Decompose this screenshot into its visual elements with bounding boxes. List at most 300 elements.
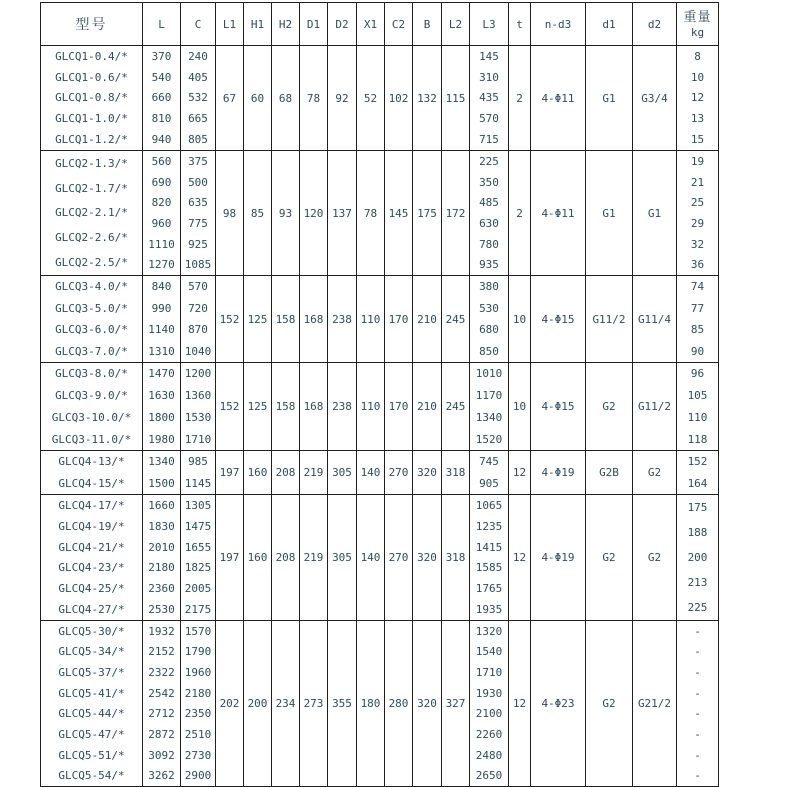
L-value: 2872 bbox=[148, 727, 175, 741]
H2-shared-value: 158 bbox=[272, 363, 300, 451]
B-shared-value: 320 bbox=[413, 451, 442, 495]
D2-shared-value: 305 bbox=[328, 451, 357, 495]
weight-cell bbox=[677, 363, 719, 451]
H1-shared-value: 125 bbox=[244, 276, 272, 363]
B-shared-value: 210 bbox=[413, 276, 442, 363]
H1-shared-value: 160 bbox=[244, 495, 272, 621]
B-shared-value: 320 bbox=[413, 495, 442, 621]
weight-cell bbox=[677, 495, 719, 621]
weight-value: - bbox=[694, 686, 701, 700]
weight-value: 21 bbox=[690, 175, 705, 189]
C-value: 2900 bbox=[184, 769, 212, 783]
model-cell bbox=[41, 276, 143, 363]
L3-cell bbox=[470, 151, 509, 276]
L3-value: 630 bbox=[479, 216, 499, 230]
H2-shared-value: 93 bbox=[272, 151, 300, 276]
L2-shared-value: 318 bbox=[442, 495, 470, 621]
column-header-D2: D2 bbox=[328, 3, 357, 46]
model-value: GLCQ3-7.0/* bbox=[55, 344, 128, 358]
d2-shared-value: G11/4 bbox=[633, 276, 677, 363]
column-header-weight bbox=[677, 3, 719, 46]
L-value: 1932 bbox=[148, 624, 175, 638]
column-header-model: 型号 bbox=[41, 3, 143, 46]
column-header-t: t bbox=[509, 3, 531, 46]
L-cell bbox=[143, 151, 181, 276]
D1-shared-value: 273 bbox=[300, 621, 328, 787]
weight-value: 225 bbox=[687, 601, 708, 614]
weight-cell bbox=[677, 451, 719, 495]
C-value: 500 bbox=[188, 175, 208, 189]
D2-shared-value: 305 bbox=[328, 495, 357, 621]
d2-shared-value: G21/2 bbox=[633, 621, 677, 787]
model-value: GLCQ4-23/* bbox=[58, 561, 125, 575]
H2-shared-value: 234 bbox=[272, 621, 300, 787]
weight-value: 96 bbox=[690, 367, 705, 381]
L3-value: 1170 bbox=[475, 389, 503, 403]
L-value: 1660 bbox=[148, 498, 175, 512]
L3-value: 1930 bbox=[475, 686, 503, 700]
model-value: GLCQ2-2.1/* bbox=[55, 206, 128, 220]
C-value: 805 bbox=[188, 133, 208, 147]
L3-value: 1415 bbox=[475, 540, 503, 554]
L1-shared-value: 98 bbox=[216, 151, 244, 276]
C2-shared-value: 145 bbox=[385, 151, 413, 276]
column-header-X1: X1 bbox=[357, 3, 385, 46]
L-value: 2542 bbox=[148, 686, 175, 700]
model-value: GLCQ5-44/* bbox=[58, 707, 125, 721]
L1-shared-value: 202 bbox=[216, 621, 244, 787]
weight-value: 19 bbox=[690, 154, 705, 168]
group-row-3 bbox=[41, 276, 719, 363]
model-value: GLCQ4-25/* bbox=[58, 582, 125, 596]
L-value: 990 bbox=[151, 301, 172, 315]
d2-shared-value: G2 bbox=[633, 495, 677, 621]
weight-cell bbox=[677, 276, 719, 363]
H2-shared-value: 208 bbox=[272, 451, 300, 495]
L-value: 1270 bbox=[148, 258, 175, 272]
L3-value: 485 bbox=[479, 196, 499, 210]
X1-shared-value: 78 bbox=[357, 151, 385, 276]
L-value: 1980 bbox=[148, 432, 175, 446]
model-value: GLCQ5-47/* bbox=[58, 727, 125, 741]
L3-value: 935 bbox=[479, 258, 499, 272]
C-value: 532 bbox=[188, 91, 208, 105]
C-value: 2350 bbox=[184, 707, 212, 721]
C-value: 1475 bbox=[184, 519, 212, 533]
C-value: 2510 bbox=[184, 727, 212, 741]
L-cell bbox=[143, 276, 181, 363]
weight-value: 15 bbox=[690, 133, 705, 147]
weight-cell bbox=[677, 151, 719, 276]
weight-value: 74 bbox=[690, 280, 705, 294]
B-shared-value: 132 bbox=[413, 46, 442, 151]
model-value: GLCQ1-1.0/* bbox=[55, 112, 128, 126]
t-shared-value: 2 bbox=[509, 151, 531, 276]
L3-value: 2100 bbox=[475, 707, 503, 721]
model-value: GLCQ1-0.6/* bbox=[55, 70, 128, 84]
model-value: GLCQ1-0.8/* bbox=[55, 91, 128, 105]
C-value: 570 bbox=[188, 280, 208, 294]
column-header-L: L bbox=[143, 3, 181, 46]
L-value: 1340 bbox=[148, 455, 175, 469]
L3-value: 310 bbox=[479, 70, 499, 84]
L3-value: 1710 bbox=[475, 666, 503, 680]
H1-shared-value: 160 bbox=[244, 451, 272, 495]
D1-shared-value: 168 bbox=[300, 363, 328, 451]
column-header-L2: L2 bbox=[442, 3, 470, 46]
X1-shared-value: 140 bbox=[357, 451, 385, 495]
C-cell bbox=[181, 451, 216, 495]
L3-value: 1320 bbox=[475, 624, 503, 638]
C-value: 1570 bbox=[184, 624, 212, 638]
header-row bbox=[41, 3, 719, 46]
D1-shared-value: 120 bbox=[300, 151, 328, 276]
H2-shared-value: 158 bbox=[272, 276, 300, 363]
model-value: GLCQ3-8.0/* bbox=[55, 367, 128, 381]
B-shared-value: 210 bbox=[413, 363, 442, 451]
L3-cell bbox=[470, 276, 509, 363]
model-value: GLCQ5-51/* bbox=[58, 748, 125, 762]
model-value: GLCQ3-10.0/* bbox=[51, 410, 132, 424]
C-value: 2175 bbox=[184, 603, 212, 617]
weight-value: 25 bbox=[690, 196, 705, 210]
C-value: 1305 bbox=[184, 498, 212, 512]
n-d3-shared-value: 4-Φ19 bbox=[531, 451, 586, 495]
model-cell bbox=[41, 495, 143, 621]
L3-value: 1235 bbox=[475, 519, 503, 533]
weight-value: 110 bbox=[687, 410, 708, 424]
d1-shared-value: G1 bbox=[586, 151, 633, 276]
t-shared-value: 10 bbox=[509, 363, 531, 451]
d2-shared-value: G3/4 bbox=[633, 46, 677, 151]
C-value: 1360 bbox=[184, 389, 212, 403]
L1-shared-value: 152 bbox=[216, 276, 244, 363]
weight-value: 32 bbox=[690, 237, 705, 251]
L2-shared-value: 327 bbox=[442, 621, 470, 787]
L-value: 840 bbox=[151, 280, 172, 294]
C-value: 375 bbox=[188, 154, 208, 168]
d2-shared-value: G1 bbox=[633, 151, 677, 276]
C-value: 2730 bbox=[184, 748, 212, 762]
C-cell bbox=[181, 46, 216, 151]
L-value: 2712 bbox=[148, 707, 175, 721]
model-value: GLCQ3-11.0/* bbox=[51, 432, 132, 446]
D1-shared-value: 219 bbox=[300, 451, 328, 495]
L-value: 1110 bbox=[148, 237, 175, 251]
column-header-L3: L3 bbox=[470, 3, 509, 46]
L-value: 2010 bbox=[148, 540, 175, 554]
L3-value: 1010 bbox=[475, 367, 503, 381]
C-cell bbox=[181, 621, 216, 787]
model-cell bbox=[41, 451, 143, 495]
group-row-5 bbox=[41, 451, 719, 495]
model-value: GLCQ4-13/* bbox=[58, 455, 125, 469]
L-value: 690 bbox=[151, 175, 172, 189]
model-value: GLCQ2-1.7/* bbox=[55, 181, 128, 195]
model-value: GLCQ2-2.5/* bbox=[55, 256, 128, 270]
L3-value: 2260 bbox=[475, 727, 503, 741]
column-header-d1: d1 bbox=[586, 3, 633, 46]
model-cell bbox=[41, 151, 143, 276]
t-shared-value: 10 bbox=[509, 276, 531, 363]
L-value: 1310 bbox=[148, 344, 175, 358]
L-cell bbox=[143, 451, 181, 495]
D2-shared-value: 238 bbox=[328, 363, 357, 451]
group-row-2 bbox=[41, 151, 719, 276]
weight-value: - bbox=[694, 769, 701, 783]
C-value: 775 bbox=[188, 216, 208, 230]
spec-table-body bbox=[41, 46, 719, 787]
H1-shared-value: 125 bbox=[244, 363, 272, 451]
C-value: 1710 bbox=[184, 432, 212, 446]
D2-shared-value: 92 bbox=[328, 46, 357, 151]
C-value: 1960 bbox=[184, 666, 212, 680]
weight-value: - bbox=[694, 645, 701, 659]
weight-value: - bbox=[694, 707, 701, 721]
L-value: 820 bbox=[151, 196, 172, 210]
C-value: 1825 bbox=[184, 561, 212, 575]
column-header-nd3: n-d3 bbox=[531, 3, 586, 46]
H1-shared-value: 85 bbox=[244, 151, 272, 276]
weight-value: 13 bbox=[690, 112, 705, 126]
model-value: GLCQ5-37/* bbox=[58, 666, 125, 680]
L3-value: 2480 bbox=[475, 748, 503, 762]
L2-shared-value: 245 bbox=[442, 276, 470, 363]
weight-value: - bbox=[694, 624, 701, 638]
X1-shared-value: 110 bbox=[357, 276, 385, 363]
L3-value: 145 bbox=[479, 49, 499, 63]
C-value: 985 bbox=[188, 455, 208, 469]
column-header-d2: d2 bbox=[633, 3, 677, 46]
model-value: GLCQ3-9.0/* bbox=[55, 389, 128, 403]
L3-cell bbox=[470, 363, 509, 451]
L3-value: 380 bbox=[479, 280, 499, 294]
weight-value: 118 bbox=[687, 432, 708, 446]
B-shared-value: 175 bbox=[413, 151, 442, 276]
model-value: GLCQ5-30/* bbox=[58, 624, 125, 638]
column-header-H2: H2 bbox=[272, 3, 300, 46]
model-value: GLCQ5-34/* bbox=[58, 645, 125, 659]
weight-value: 77 bbox=[690, 301, 705, 315]
L-cell bbox=[143, 495, 181, 621]
group-row-6 bbox=[41, 495, 719, 621]
L1-shared-value: 197 bbox=[216, 451, 244, 495]
model-value: GLCQ1-1.2/* bbox=[55, 133, 128, 147]
L2-shared-value: 245 bbox=[442, 363, 470, 451]
C-value: 1655 bbox=[184, 540, 212, 554]
column-header-C: C bbox=[181, 3, 216, 46]
d1-shared-value: G2 bbox=[586, 363, 633, 451]
L3-value: 1765 bbox=[475, 582, 503, 596]
L-value: 560 bbox=[151, 154, 172, 168]
model-value: GLCQ4-15/* bbox=[58, 476, 125, 490]
L3-value: 905 bbox=[479, 476, 499, 490]
L2-shared-value: 115 bbox=[442, 46, 470, 151]
C-value: 2180 bbox=[184, 686, 212, 700]
weight-value: - bbox=[694, 727, 701, 741]
model-value: GLCQ3-6.0/* bbox=[55, 323, 128, 337]
L1-shared-value: 197 bbox=[216, 495, 244, 621]
L3-value: 1585 bbox=[475, 561, 503, 575]
L3-value: 780 bbox=[479, 237, 499, 251]
L3-value: 2650 bbox=[475, 769, 503, 783]
L3-value: 715 bbox=[479, 133, 499, 147]
L3-cell bbox=[470, 495, 509, 621]
model-value: GLCQ4-27/* bbox=[58, 603, 125, 617]
weight-value: 213 bbox=[687, 576, 708, 589]
L2-shared-value: 172 bbox=[442, 151, 470, 276]
C-value: 1200 bbox=[184, 367, 212, 381]
C-value: 870 bbox=[188, 323, 208, 337]
L-value: 1470 bbox=[148, 367, 175, 381]
L-value: 370 bbox=[151, 49, 172, 63]
d2-shared-value: G11/2 bbox=[633, 363, 677, 451]
L3-value: 1340 bbox=[475, 410, 503, 424]
X1-shared-value: 110 bbox=[357, 363, 385, 451]
weight-value: 12 bbox=[690, 91, 705, 105]
t-shared-value: 2 bbox=[509, 46, 531, 151]
C-value: 1530 bbox=[184, 410, 212, 424]
L3-value: 1520 bbox=[475, 432, 503, 446]
model-value: GLCQ3-4.0/* bbox=[55, 280, 128, 294]
t-shared-value: 12 bbox=[509, 451, 531, 495]
B-shared-value: 320 bbox=[413, 621, 442, 787]
C-value: 635 bbox=[188, 196, 208, 210]
n-d3-shared-value: 4-Φ15 bbox=[531, 363, 586, 451]
L-value: 1630 bbox=[148, 389, 175, 403]
weight-unit-label: kg bbox=[690, 25, 705, 39]
L-value: 1800 bbox=[148, 410, 175, 424]
t-shared-value: 12 bbox=[509, 621, 531, 787]
L-cell bbox=[143, 46, 181, 151]
H2-shared-value: 208 bbox=[272, 495, 300, 621]
n-d3-shared-value: 4-Φ23 bbox=[531, 621, 586, 787]
L-value: 1500 bbox=[148, 476, 175, 490]
L-value: 660 bbox=[151, 91, 172, 105]
t-shared-value: 12 bbox=[509, 495, 531, 621]
L3-cell bbox=[470, 621, 509, 787]
C-cell bbox=[181, 151, 216, 276]
L-value: 2530 bbox=[148, 603, 175, 617]
L-value: 3262 bbox=[148, 769, 175, 783]
C-value: 1145 bbox=[184, 476, 212, 490]
weight-cell bbox=[677, 621, 719, 787]
C-value: 720 bbox=[188, 301, 208, 315]
C-value: 665 bbox=[188, 112, 208, 126]
n-d3-shared-value: 4-Φ19 bbox=[531, 495, 586, 621]
n-d3-shared-value: 4-Φ15 bbox=[531, 276, 586, 363]
L-value: 960 bbox=[151, 216, 172, 230]
C2-shared-value: 270 bbox=[385, 451, 413, 495]
C-value: 240 bbox=[188, 49, 208, 63]
model-cell bbox=[41, 363, 143, 451]
weight-header-label: 重量 bbox=[683, 9, 712, 25]
group-row-1 bbox=[41, 46, 719, 151]
C2-shared-value: 170 bbox=[385, 363, 413, 451]
L-value: 2180 bbox=[148, 561, 175, 575]
L1-shared-value: 67 bbox=[216, 46, 244, 151]
L3-value: 680 bbox=[479, 323, 499, 337]
L3-value: 1540 bbox=[475, 645, 503, 659]
column-header-C2: C2 bbox=[385, 3, 413, 46]
n-d3-shared-value: 4-Φ11 bbox=[531, 151, 586, 276]
X1-shared-value: 140 bbox=[357, 495, 385, 621]
D2-shared-value: 137 bbox=[328, 151, 357, 276]
spec-table bbox=[40, 2, 719, 787]
group-row-4 bbox=[41, 363, 719, 451]
C-value: 925 bbox=[188, 237, 208, 251]
model-cell bbox=[41, 46, 143, 151]
model-value: GLCQ4-21/* bbox=[58, 540, 125, 554]
n-d3-shared-value: 4-Φ11 bbox=[531, 46, 586, 151]
L-value: 540 bbox=[151, 70, 172, 84]
weight-value: 175 bbox=[687, 501, 708, 514]
L3-value: 530 bbox=[479, 301, 499, 315]
L1-shared-value: 152 bbox=[216, 363, 244, 451]
L-cell bbox=[143, 363, 181, 451]
model-value: GLCQ1-0.4/* bbox=[55, 49, 128, 63]
weight-value: 105 bbox=[687, 389, 708, 403]
weight-value: - bbox=[694, 748, 701, 762]
d2-shared-value: G2 bbox=[633, 451, 677, 495]
D1-shared-value: 78 bbox=[300, 46, 328, 151]
L3-value: 1065 bbox=[475, 498, 503, 512]
L3-value: 1935 bbox=[475, 603, 503, 617]
model-value: GLCQ5-41/* bbox=[58, 686, 125, 700]
C-cell bbox=[181, 276, 216, 363]
model-value: GLCQ2-1.3/* bbox=[55, 156, 128, 170]
column-header-B: B bbox=[413, 3, 442, 46]
weight-value: 10 bbox=[690, 70, 705, 84]
L-value: 1830 bbox=[148, 519, 175, 533]
H1-shared-value: 200 bbox=[244, 621, 272, 787]
D1-shared-value: 168 bbox=[300, 276, 328, 363]
model-value: GLCQ3-5.0/* bbox=[55, 301, 128, 315]
L3-value: 225 bbox=[479, 154, 499, 168]
model-value: GLCQ5-54/* bbox=[58, 769, 125, 783]
column-header-H1: H1 bbox=[244, 3, 272, 46]
L-value: 1140 bbox=[148, 323, 175, 337]
model-value: GLCQ4-19/* bbox=[58, 519, 125, 533]
C-value: 1040 bbox=[184, 344, 212, 358]
H2-shared-value: 68 bbox=[272, 46, 300, 151]
L3-value: 850 bbox=[479, 344, 499, 358]
C-cell bbox=[181, 363, 216, 451]
column-header-L1: L1 bbox=[216, 3, 244, 46]
weight-value: 152 bbox=[687, 455, 708, 469]
X1-shared-value: 180 bbox=[357, 621, 385, 787]
L3-value: 745 bbox=[479, 455, 499, 469]
L3-cell bbox=[470, 46, 509, 151]
C-value: 405 bbox=[188, 70, 208, 84]
column-header-D1: D1 bbox=[300, 3, 328, 46]
C2-shared-value: 280 bbox=[385, 621, 413, 787]
model-value: GLCQ4-17/* bbox=[58, 498, 125, 512]
L3-value: 570 bbox=[479, 112, 499, 126]
weight-value: 36 bbox=[690, 258, 705, 272]
weight-value: 85 bbox=[690, 323, 705, 337]
d1-shared-value: G2 bbox=[586, 621, 633, 787]
C2-shared-value: 102 bbox=[385, 46, 413, 151]
weight-value: 188 bbox=[687, 526, 708, 539]
weight-value: 164 bbox=[687, 476, 708, 490]
C-cell bbox=[181, 495, 216, 621]
L2-shared-value: 318 bbox=[442, 451, 470, 495]
L-value: 810 bbox=[151, 112, 172, 126]
L3-value: 350 bbox=[479, 175, 499, 189]
C-value: 2005 bbox=[184, 582, 212, 596]
D2-shared-value: 355 bbox=[328, 621, 357, 787]
